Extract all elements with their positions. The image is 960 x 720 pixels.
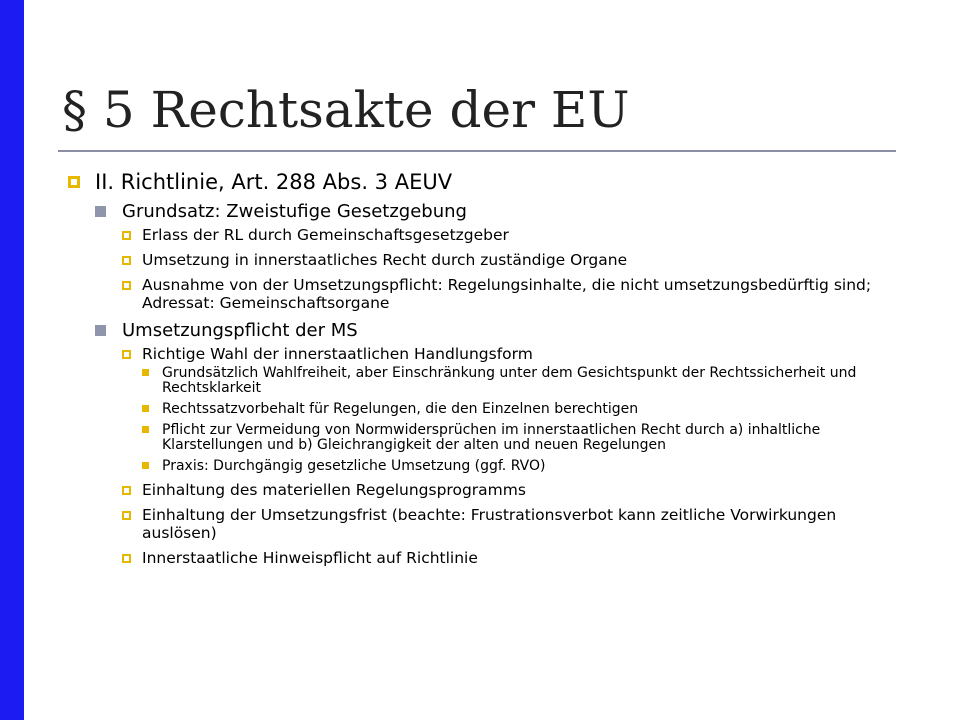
list-item-text: Grundsätzlich Wahlfreiheit, aber Einschränkung unter dem Gesichtspunkt der Rechtssicherheit und Rechtsklarkeit [162, 365, 857, 396]
list-item [142, 459, 908, 474]
list-item [142, 402, 908, 417]
list-item-text: Einhaltung des materiellen Regelungsprogramms [142, 481, 526, 499]
section-heading: II. Richtlinie, Art. 288 Abs. 3 AEUV [95, 170, 453, 194]
wahl-label: Richtige Wahl der innerstaatlichen Handlungsform [142, 345, 533, 363]
list-item-richtlinie [68, 168, 908, 567]
hollow-square-bullet-icon [68, 176, 80, 188]
hollow-square-bullet-icon [122, 256, 131, 265]
list-item-text: Erlass der RL durch Gemeinschaftsgesetzgeber [142, 226, 509, 244]
umsetzung-list [122, 345, 908, 567]
hollow-square-bullet-icon [122, 350, 131, 359]
list-item [122, 481, 908, 499]
list-item-text: Praxis: Durchgängig gesetzliche Umsetzung (ggf. RVO) [162, 458, 546, 474]
square-bullet-icon [95, 325, 106, 336]
slide-content [68, 168, 908, 574]
list-item-umsetzungspflicht [95, 319, 908, 567]
title-divider [58, 150, 896, 152]
list-item-text: Pflicht zur Vermeidung von Normwidersprüchen im innerstaatlichen Recht durch a) inhaltliche Klarstellungen und b) Gleichrangigkeit der alten und neuen Regelungen [162, 422, 821, 453]
grundsatz-list [122, 226, 908, 312]
list-item-text: Rechtssatzvorbehalt für Regelungen, die den Einzelnen berechtigen [162, 401, 639, 417]
wahl-list [142, 366, 908, 474]
list-item-text: Ausnahme von der Umsetzungspflicht: Regelungsinhalte, die nicht umsetzungsbedürftig sind; Adressat: Gemeinschaftsorgane [142, 276, 872, 312]
hollow-square-bullet-icon [122, 486, 131, 495]
list-item [122, 506, 908, 542]
list-item [122, 251, 908, 269]
square-bullet-icon [95, 206, 106, 217]
umsetzung-label: Umsetzungspflicht der MS [122, 320, 358, 341]
list-item-handlungsform [122, 345, 908, 474]
slide-title: § 5 Rechtsakte der EU [62, 81, 630, 139]
grundsatz-label: Grundsatz: Zweistufige Gesetzgebung [122, 201, 467, 222]
list-item [122, 226, 908, 244]
hollow-square-bullet-icon [122, 554, 131, 563]
list-item [142, 423, 908, 453]
square-bullet-icon [142, 426, 149, 433]
list-item-text: Innerstaatliche Hinweispflicht auf Richtlinie [142, 549, 478, 567]
square-bullet-icon [142, 405, 149, 412]
list-item [122, 276, 908, 312]
bullet-list-level-1 [68, 168, 908, 567]
left-accent-bar [0, 0, 24, 720]
list-item-grundsatz [95, 200, 908, 312]
list-item [122, 549, 908, 567]
list-item [142, 366, 908, 396]
list-item-text: Einhaltung der Umsetzungsfrist (beachte: Frustrationsverbot kann zeitliche Vorwirkungen auslösen) [142, 506, 837, 542]
hollow-square-bullet-icon [122, 231, 131, 240]
hollow-square-bullet-icon [122, 281, 131, 290]
square-bullet-icon [142, 369, 149, 376]
bullet-list-level-2 [95, 200, 908, 567]
square-bullet-icon [142, 462, 149, 469]
list-item-text: Umsetzung in innerstaatliches Recht durch zuständige Organe [142, 251, 628, 269]
hollow-square-bullet-icon [122, 511, 131, 520]
